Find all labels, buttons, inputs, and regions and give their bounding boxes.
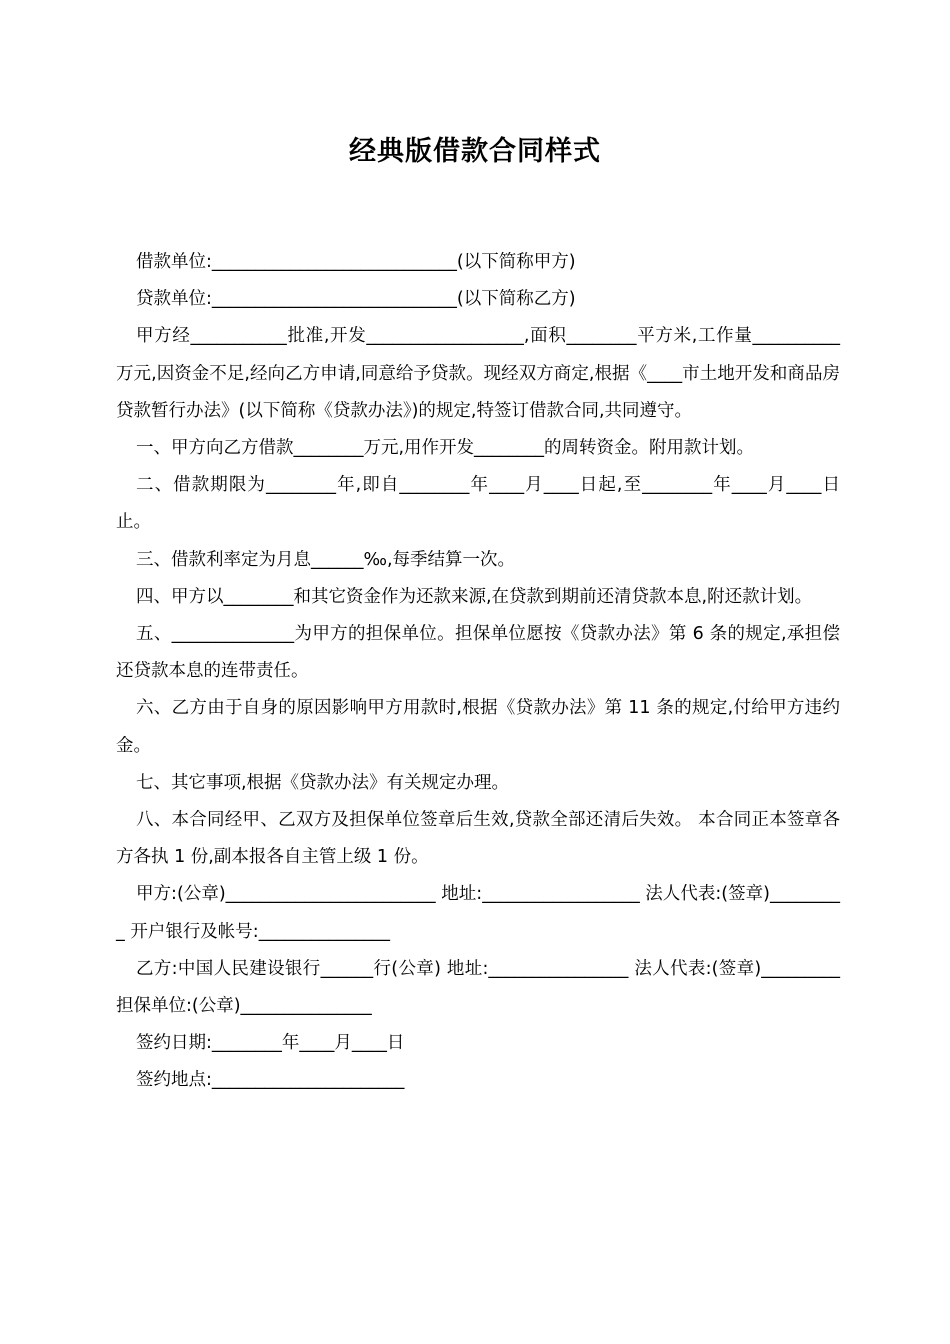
signing-place: 签约地点:______________________	[136, 1070, 405, 1091]
lender-line: 贷款单位:____________________________(以下简称乙方)	[136, 289, 576, 310]
clause-3: 三、借款利率定为月息______‰,每季结算一次。	[136, 549, 516, 570]
document-title: 经典版借款合同样式	[349, 136, 601, 167]
party-a-signature-block: 甲方:(公章)________________________ 地址:__________________ 法人代表:(签章)_________ 开户银行及帐号:_______________	[116, 884, 840, 942]
borrower-line: 借款单位:____________________________(以下简称甲方)	[136, 252, 576, 272]
party-b-signature-block: 乙方:中国人民建设银行______行(公章) 地址:________________ 法人代表:(签章)_________ 担保单位:(公章)_______________	[116, 958, 840, 1017]
preamble-paragraph: 甲方经___________批准,开发__________________,面积________平方米,工作量__________万元,因资金不足,经向乙方申请,同意给予贷款。现经双方商定,根据《____市土地开发和商品房贷款暂行办法》(以下简称《贷款办法》)的规定,特签订借款合同,共同遵守。	[116, 326, 840, 421]
signing-date: 签约日期:________年____月____日	[136, 1033, 405, 1054]
document-body	[116, 244, 840, 1100]
clause-6: 六、乙方由于自身的原因影响甲方用款时,根据《贷款办法》第 11 条的规定,付给甲方违约金。	[116, 698, 840, 756]
clause-5: 五、______________为甲方的担保单位。担保单位愿按《贷款办法》第 6 条的规定,承担偿还贷款本息的连带责任。	[116, 624, 840, 682]
clause-4: 四、甲方以________和其它资金作为还款来源,在贷款到期前还清贷款本息,附还款计划。	[136, 586, 813, 607]
clause-7: 七、其它事项,根据《贷款办法》有关规定办理。	[136, 772, 510, 793]
clause-1: 一、甲方向乙方借款________万元,用作开发________的周转资金。附用款计划。	[136, 438, 755, 459]
clause-2: 二、借款期限为________年,即自________年____月____日起,至________年____月____日止。	[116, 475, 840, 533]
clause-8: 八、本合同经甲、乙双方及担保单位签章后生效,贷款全部还清后失效。 本合同正本签章各方各执 1 份,副本报各自主管上级 1 份。	[116, 810, 840, 868]
